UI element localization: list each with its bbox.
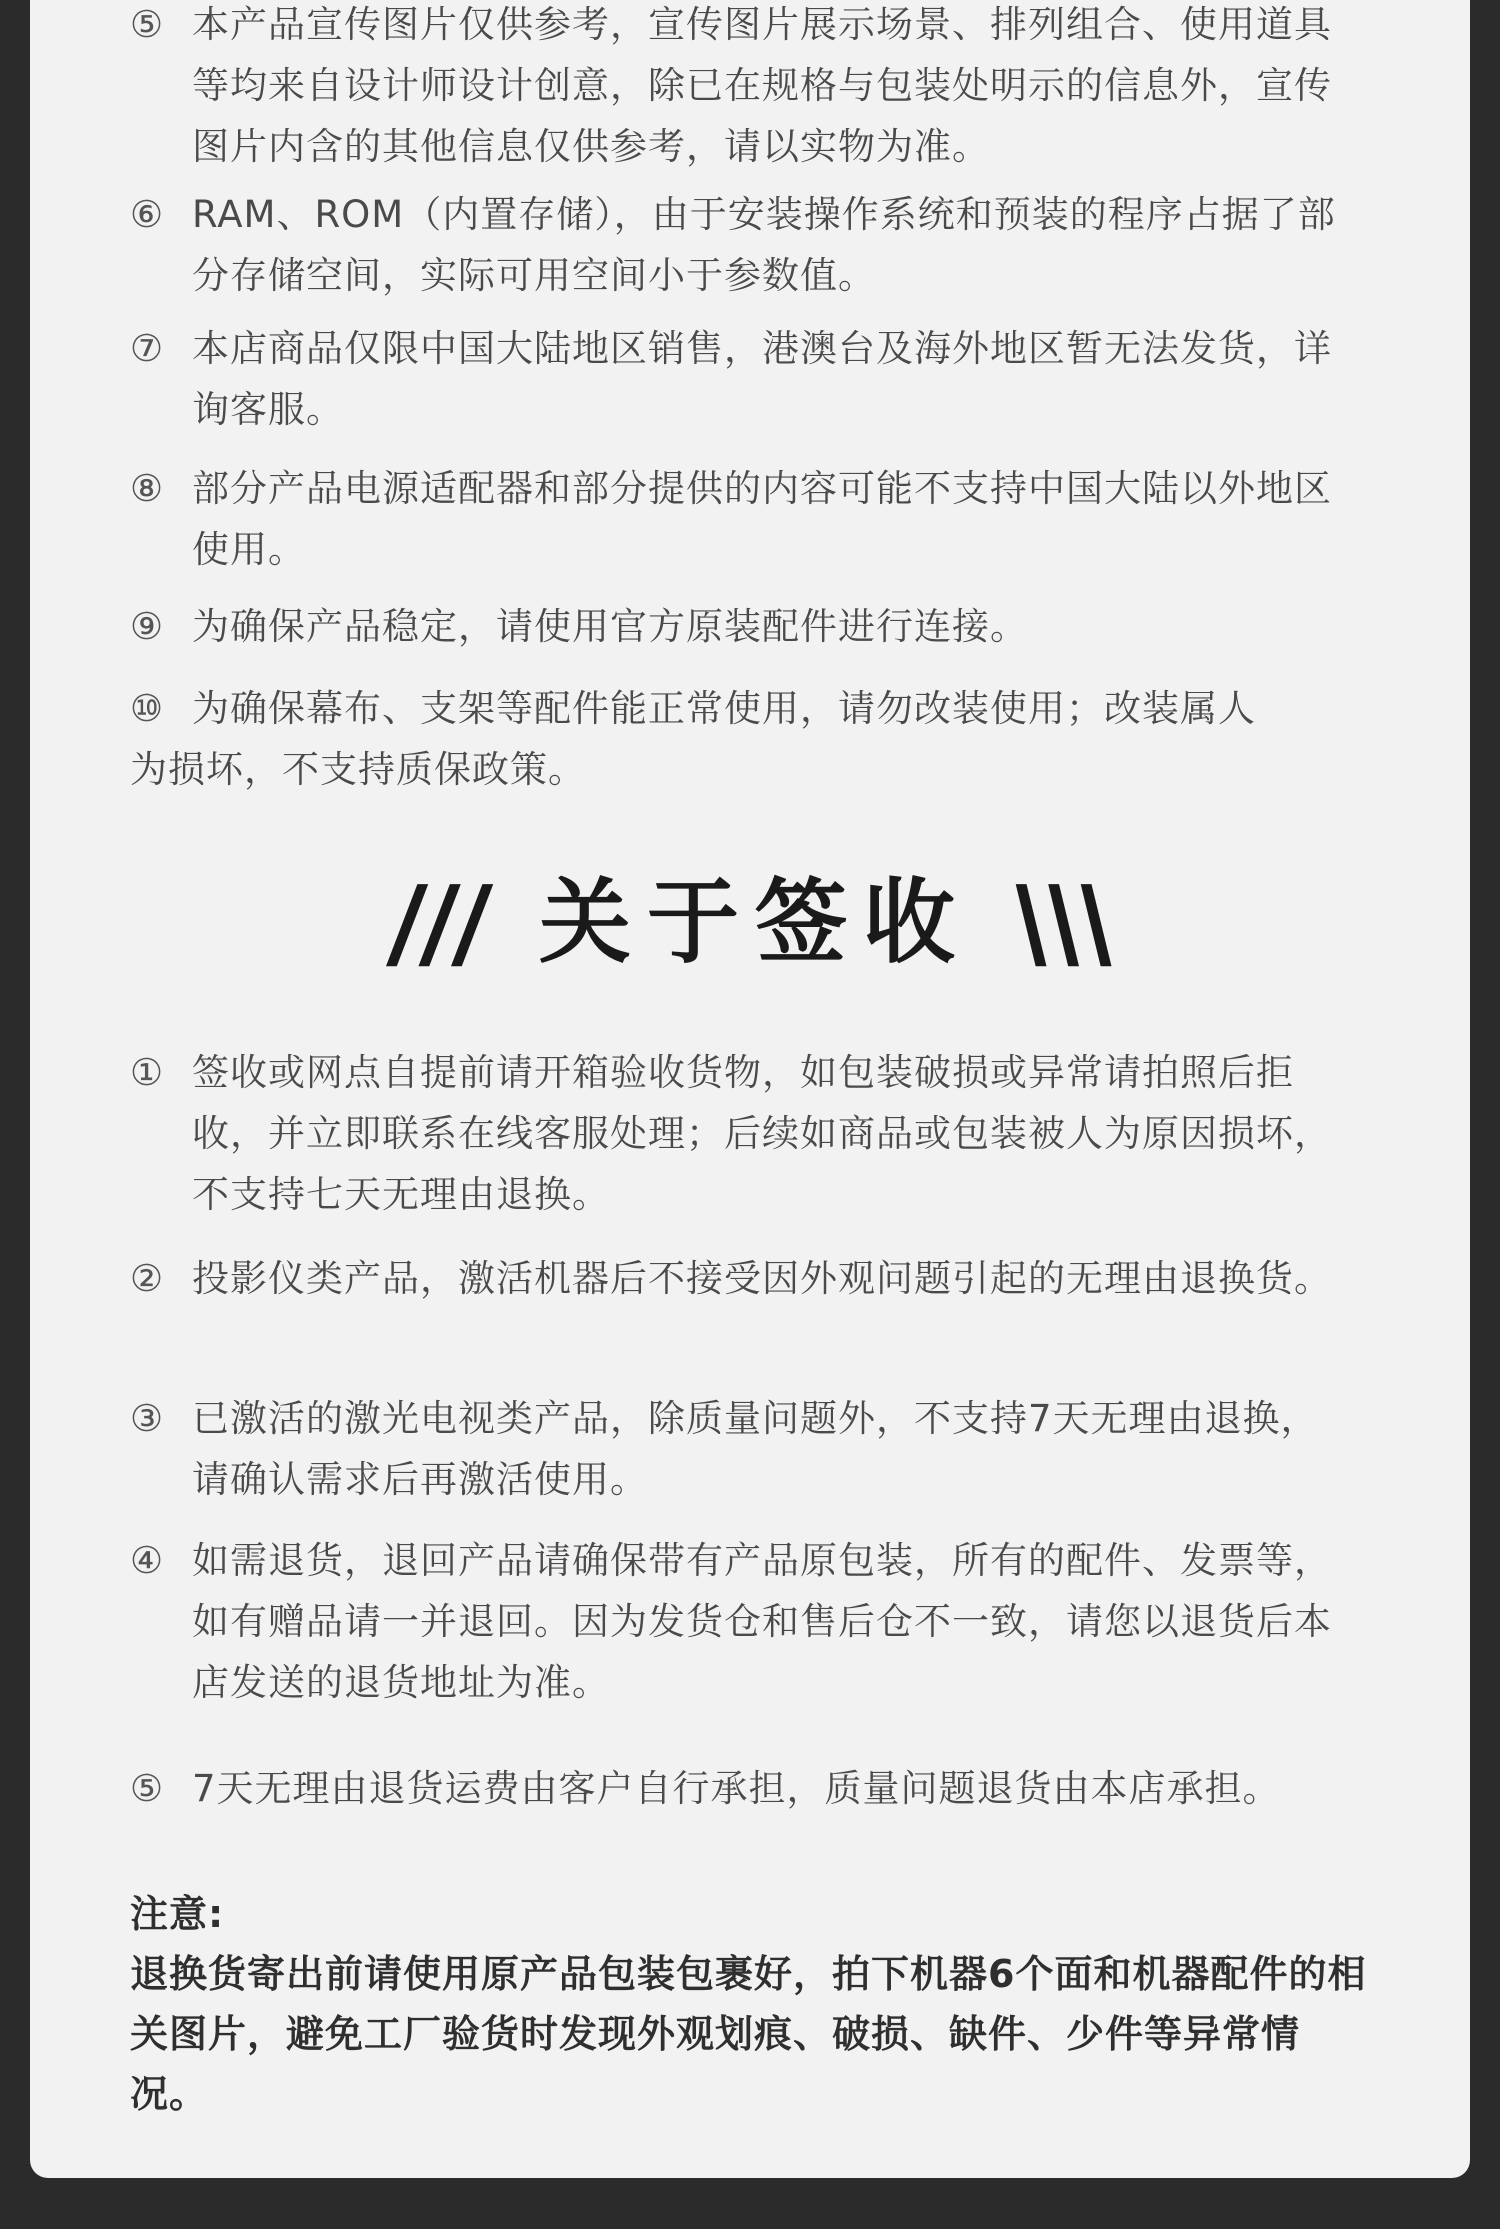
item-number: ⑥ [130,193,165,236]
note-label: 注意: [130,1892,225,1936]
item-text: 7天无理由退货运费由客户自行承担，质量问题退货由本店承担。 [192,1767,1281,1810]
list-item [130,1530,1350,1713]
item-number: ⑨ [130,605,165,648]
item-number: ④ [130,1539,165,1582]
item-number: ⑤ [130,3,165,46]
item-number: ② [130,1257,165,1300]
list-item [130,458,1350,580]
note-text: 退换货寄出前请使用原产品包装包裹好，拍下机器6个面和机器配件的相关图片，避免工厂验货时发现外观划痕、破损、缺件、少件等异常情况。 [130,1952,1367,2116]
list-item [130,596,1350,657]
list-item [130,184,1350,306]
item-text: 部分产品电源适配器和部分提供的内容可能不支持中国大陆以外地区使用。 [192,467,1332,571]
list-item [130,1758,1350,1819]
left-slash-decoration: /// [385,864,492,981]
list-item [130,1248,1350,1309]
item-text: 投影仪类产品，激活机器后不接受因外观问题引起的无理由退换货。 [192,1257,1332,1300]
right-slash-decoration: \\\ [1008,864,1115,981]
item-text-rest: 为损坏，不支持质保政策。 [130,748,586,791]
item-text: RAM、ROM（内置存储），由于安装操作系统和预装的程序占据了部分存储空间，实际可用空间小于参数值。 [192,193,1336,297]
item-number: ⑦ [130,327,165,370]
item-text: 本产品宣传图片仅供参考，宣传图片展示场景、排列组合、使用道具等均来自设计师设计创意，除已在规格与包装处明示的信息外，宣传图片内含的其他信息仅供参考，请以实物为准。 [192,3,1332,168]
item-number: ③ [130,1397,165,1440]
section-heading: 关于签收 [538,869,971,976]
list-item [130,1388,1350,1510]
item-text: 已激活的激光电视类产品，除质量问题外，不支持7天无理由退换，请确认需求后再激活使用。 [192,1397,1319,1501]
list-item [130,318,1350,440]
item-number: ⑤ [130,1767,165,1810]
list-item [130,0,1350,177]
item-text: 如需退货，退回产品请确保带有产品原包装，所有的配件、发票等，如有赠品请一并退回。因为发货仓和售后仓不一致，请您以退货后本店发送的退货地址为准。 [192,1539,1332,1704]
section-title [0,864,1500,981]
item-number: ⑩ [130,687,165,730]
item-number: ⑧ [130,467,165,510]
note-block [130,1884,1370,2124]
list-item [130,678,1350,800]
list-item [130,1042,1350,1225]
item-text-lead: 为确保幕布、支架等配件能正常使用，请勿改装使用；改装属人 [192,687,1256,730]
item-text: 本店商品仅限中国大陆地区销售，港澳台及海外地区暂无法发货，详询客服。 [192,327,1332,431]
item-number: ① [130,1051,165,1094]
item-text: 签收或网点自提前请开箱验收货物，如包装破损或异常请拍照后拒收，并立即联系在线客服处理；后续如商品或包装被人为原因损坏，不支持七天无理由退换。 [192,1051,1332,1216]
item-text: 为确保产品稳定，请使用官方原装配件进行连接。 [192,605,1028,648]
